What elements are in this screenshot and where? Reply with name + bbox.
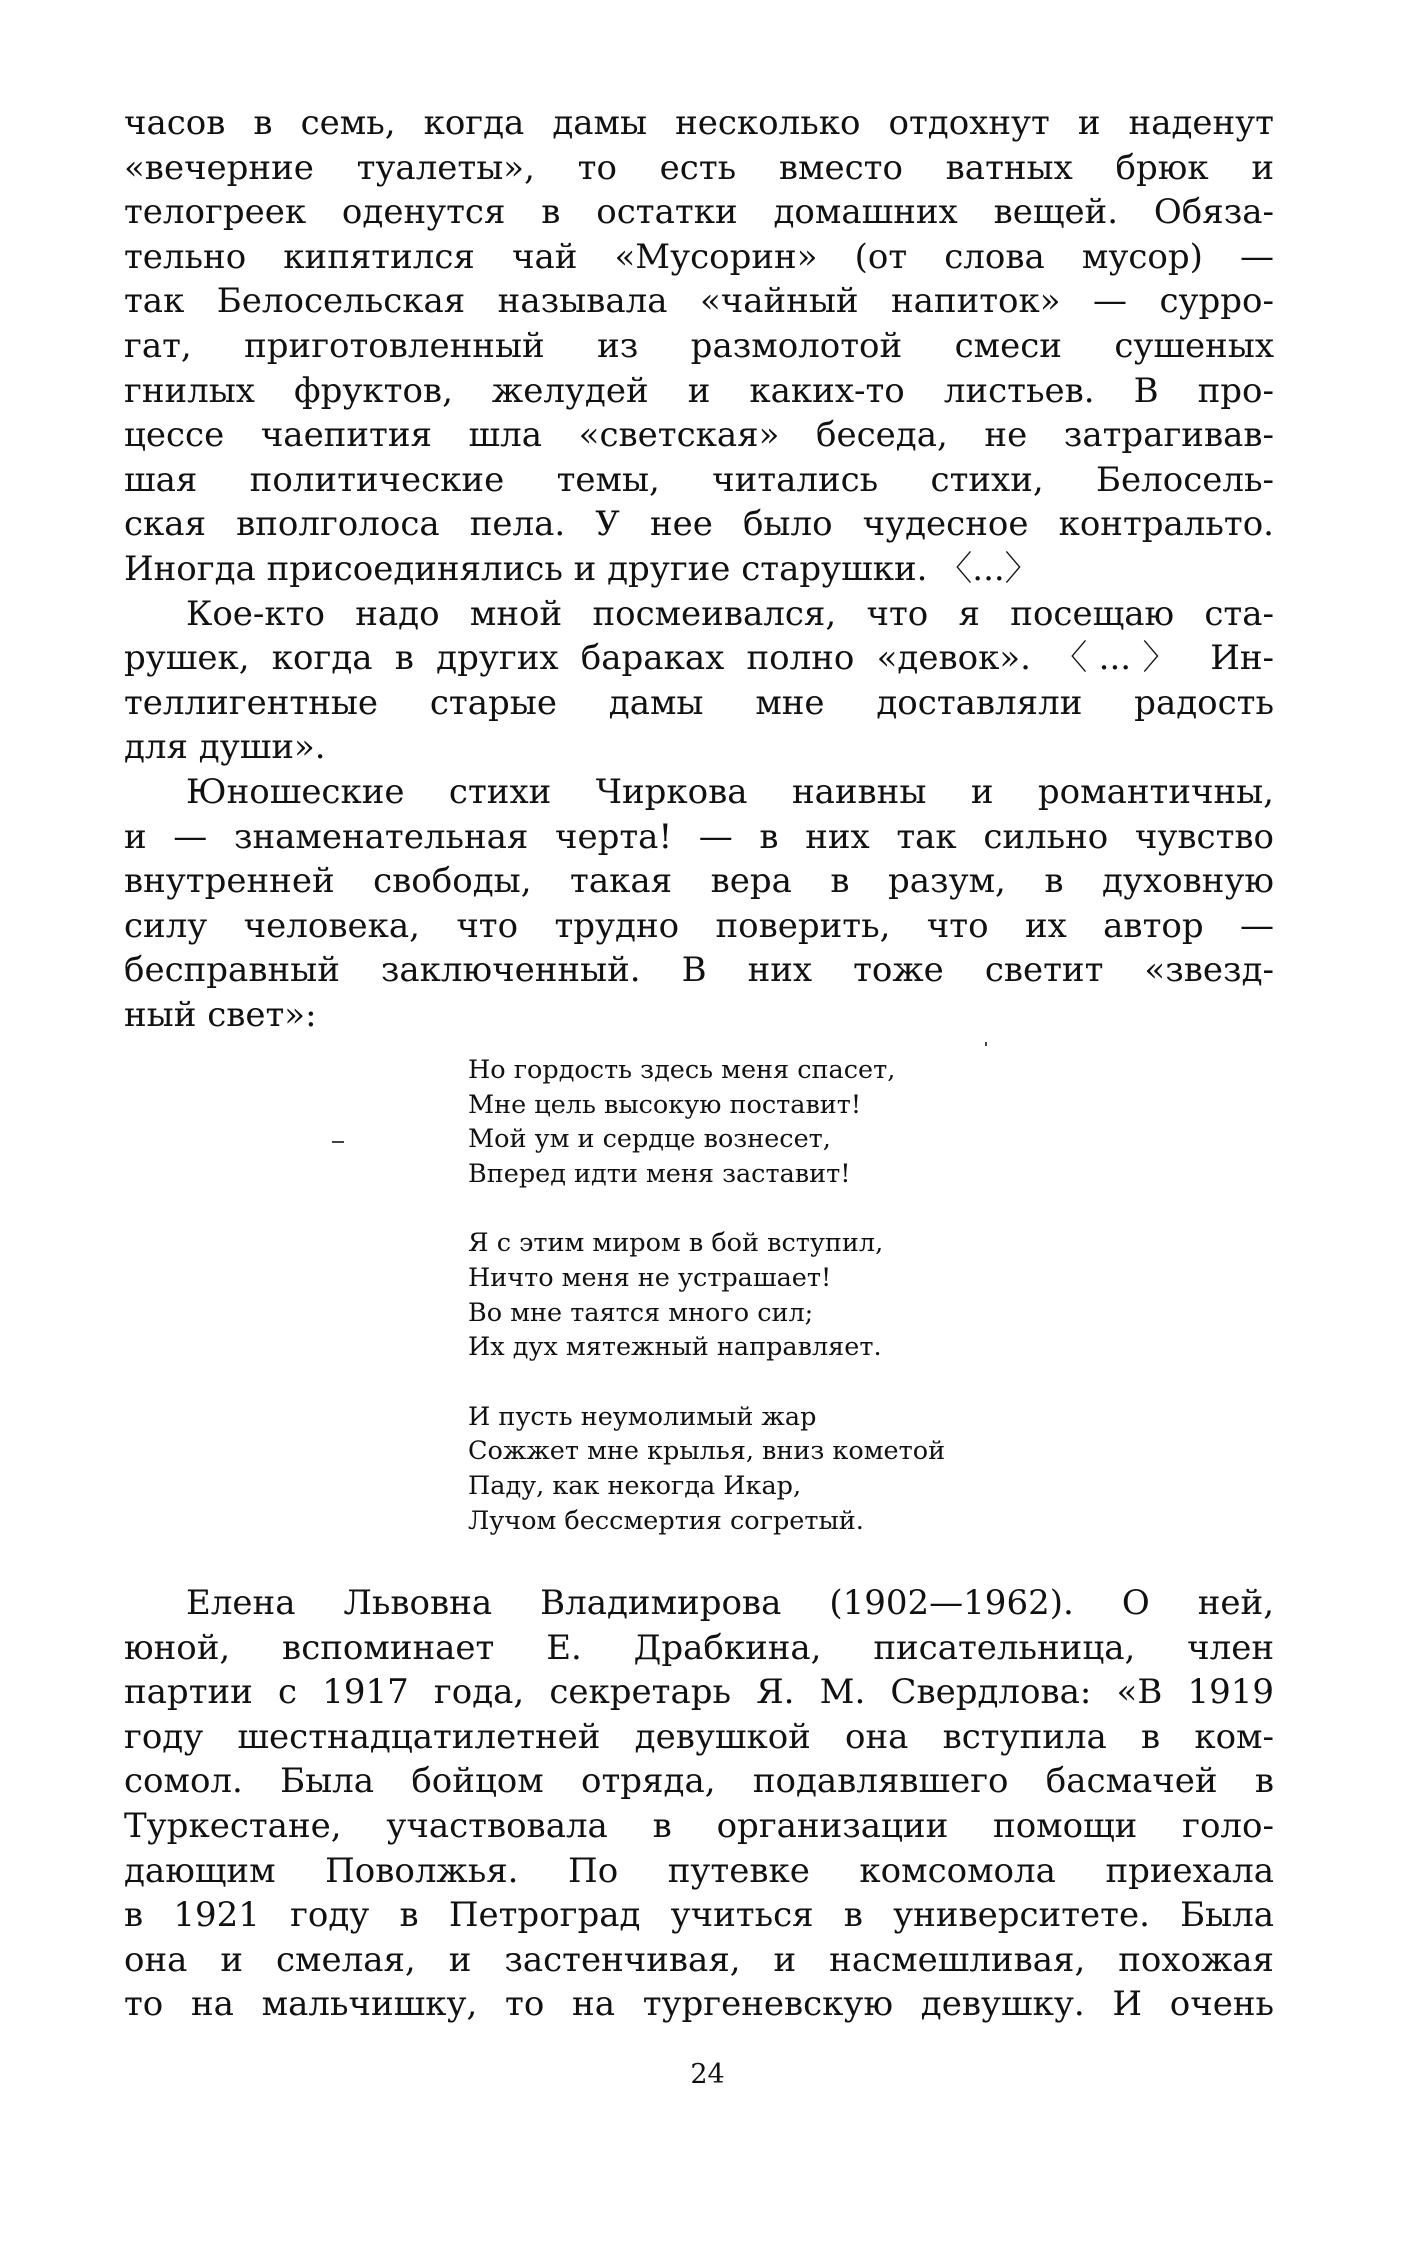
poem-line: Паду, как некогда Икар, [468,1470,802,1501]
text-line: гат, приготовленный из размолотой смеси сушеных [124,325,1274,366]
text-line: в 1921 году в Петроград учиться в университете. Была [124,1895,1274,1936]
text-line: шая политические темы, читались стихи, Белосель- [124,459,1274,500]
poem-line: Их дух мятежный направляет. [468,1332,882,1363]
text-line: юной, вспоминает Е. Драбкина, писательница, член [124,1627,1274,1668]
poem-stanza [468,1400,1108,1538]
poem-line: И пусть неумолимый жар [468,1401,817,1432]
poem-line: Сожжет мне крылья, вниз кометой [468,1436,946,1467]
poem-line: Во мне таятся много сил; [468,1297,814,1328]
text-line: так Белосельская называла «чайный напиток» — сурро- [124,281,1274,322]
poem-line: Мне цель высокую поставит! [468,1089,862,1120]
text-line: Юношеские стихи Чиркова наивны и романтичны, [186,771,1274,812]
text-line: для души». [124,727,326,768]
text-line: силу человека, что трудно поверить, что их автор — [124,905,1274,946]
text-line: Кое-кто надо мной посмеивался, что я посещаю ста- [186,593,1274,634]
stanza-gap [468,1191,1108,1226]
poem-line: Я с этим миром в бой вступил, [468,1228,884,1259]
poem-line: Лучом бессмертия согретый. [468,1505,864,1536]
text-line: ская вполголоса пела. У нее было чудесное контральто. [124,504,1274,545]
poem-stanza [468,1053,1108,1191]
text-line: году шестнадцатилетней девушкой она вступила в ком- [124,1716,1274,1757]
poem-line: Вперед идти меня заставит! [468,1158,851,1189]
text-line: то на мальчишку, то на тургеневскую девушку. И очень [124,1984,1274,2025]
scan-speck [985,1042,987,1046]
prose-block-top [124,101,1274,1037]
text-line: Елена Львовна Владимирова (1902—1962). О ней, [186,1583,1274,1623]
scan-speck [332,1141,344,1143]
text-line: «вечерние туалеты», то есть вместо ватных брюк и [124,147,1274,188]
text-line: гнилых фруктов, желудей и каких-то листьев. В про- [124,370,1274,411]
text-line: внутренней свободы, такая вера в разум, в духовную [124,861,1274,902]
text-line: рушек, когда в других бараках полно «девок». 〈...〉 Ин- [124,638,1274,679]
page-number: 24 [690,2059,725,2090]
stanza-gap [468,1365,1108,1400]
text-line: дающим Поволжья. По путевке комсомола приехала [124,1850,1274,1891]
text-line: цессе чаепития шла «светская» беседа, не затрагивав- [124,415,1274,456]
text-line: бесправный заключенный. В них тоже светит «звезд- [124,950,1274,991]
poem-line: Мой ум и сердце вознесет, [468,1124,831,1155]
text-line: и — знаменательная черта! — в них так сильно чувство [124,816,1274,857]
text-line: телогреек оденутся в остатки домашних вещей. Обяза- [124,192,1274,233]
text-line: она и смелая, и застенчивая, и насмешливая, похожая [124,1939,1274,1980]
poem [468,1053,1108,1538]
text-line: ный свет»: [124,994,317,1035]
poem-stanza [468,1226,1108,1364]
prose-block-bottom [124,1581,1274,2027]
text-line: сомол. Была бойцом отряда, подавлявшего басмачей в [124,1761,1274,1802]
text-line: тельно кипятился чай «Мусорин» (от слова мусор) — [124,236,1274,277]
poem-line: Но гордость здесь меня спасет, [468,1055,896,1085]
text-line: часов в семь, когда дамы несколько отдохнут и наденут [124,103,1274,143]
text-line: партии с 1917 года, секретарь Я. М. Свердлова: «В 1919 [124,1672,1274,1713]
poem-line: Ничто меня не устрашает! [468,1262,832,1293]
text-line: теллигентные старые дамы мне доставляли радость [124,682,1274,723]
text-line: Туркестане, участвовала в организации помощи голо- [124,1805,1274,1846]
text-line: Иногда присоединялись и другие старушки. 〈...〉 [124,548,1039,589]
